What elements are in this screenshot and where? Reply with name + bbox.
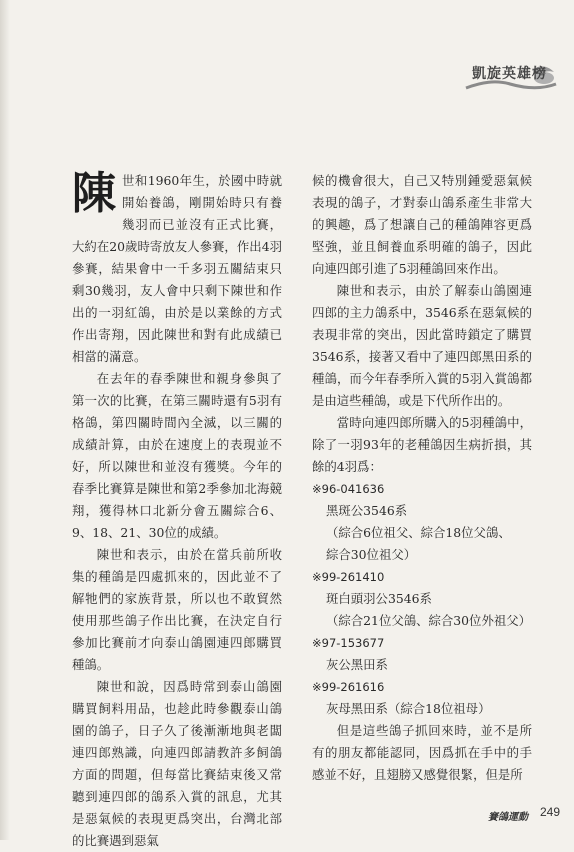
right-column (312, 170, 532, 786)
pedigree-line: 綜合30位祖父） (326, 547, 417, 562)
article-paragraph: 陳世和說，因爲時常到泰山鴿園購買飼料用品，也趁此時參觀泰山鴿園的鴿子，日子久了後漸漸地與老闆連四郎熟識，向連四郎請教許多飼鴿方面的問題，但每當比賽結束後又常聽到連四郎的鴿系入賞的訊息，尤其是惡氣候的表現更爲突出，台灣北部的比賽遇到惡氣 (72, 679, 282, 848)
ring-number: ※96-041636 (312, 482, 385, 496)
magazine-label: 賽鴿運動 (488, 812, 528, 823)
page-number: 249 (540, 805, 561, 819)
pedigree-line: 黑斑公3546系 (326, 503, 408, 518)
pedigree-entry (312, 566, 532, 632)
dropcap: 陳 (72, 168, 116, 219)
article-paragraph: 陳世和表示，由於了解泰山鴿園連四郎的主力鴿系中，3546系在惡氣候的表現非常的突出，因此當時鎖定了購買3546系，接著又看中了連四郎黑田系的種鴿，而今年春季所入賞的5羽入賞鴿都是由這些種鴿，或是下代所作出的。 (312, 283, 532, 408)
pedigree-entry (312, 632, 532, 676)
scan-edge (0, 0, 10, 840)
article-paragraph: 陳世和1960年生，於國中時就開始養鴿，剛開始時只有養幾羽而已並沒有正式比賽，大約在20歲時寄放友人參賽，作出4羽參賽，結果會中一千多羽五關結束只剩30幾羽，友人會中只剩下陳世和作出的一羽紅鴿，由於是以業餘的方式作出寄翔，因此陳世和對有此成績已相當的滿意。 (72, 168, 282, 364)
article-paragraph: 當時向連四郎所購入的5羽種鴿中，除了一羽93年的老種鴿因生病折損，其餘的4羽爲： (312, 415, 532, 474)
pedigree-line: （綜合21位父鴿、綜合30位外祖父） (326, 613, 532, 628)
ring-number: ※99-261410 (312, 570, 385, 584)
article-paragraph: 在去年的春季陳世和親身參與了第一次的比賽，在第三關時還有5羽有格鴿，第四關時間內全滅，以三關的成績計算，由於在速度上的表現並不好，所以陳世和並沒有獲獎。今年的春季比賽算是陳世和第2季參加北海競翔，獲得林口北新分會五關綜合6、9、18、21、30位的成績。 (72, 371, 282, 540)
pedigree-line: （綜合6位祖父、綜合18位父鴿、 (326, 525, 511, 540)
pedigree-line: 灰公黑田系 (326, 657, 388, 672)
article-paragraph: 但是這些鴿子抓回來時，並不是所有的朋友都能認同，因爲抓在手中的手感並不好，且翅膀又感覺很緊，但是所 (312, 723, 532, 782)
section-title: 凱旋英雄榜 (472, 66, 547, 82)
ring-number: ※97-153677 (312, 636, 385, 650)
article-paragraph: 候的機會很大，自己又特別鍾愛惡氣候表現的鴿子，才對泰山鴿系產生非常大的興趣，爲了想讓自己的種鴿陣容更爲堅強，並且飼養血系明確的鴿子，因此向連四郎引進了5羽種鴿回來作出。 (312, 173, 532, 276)
pedigree-line: 斑白頭羽公3546系 (326, 591, 432, 606)
pedigree-entry (312, 676, 532, 720)
left-column (72, 170, 282, 852)
pedigree-line: 灰母黑田系（綜合18位祖母） (326, 701, 491, 716)
pedigree-entry (312, 478, 532, 566)
article-paragraph: 陳世和表示，由於在當兵前所收集的種鴿是四處抓來的，因此並不了解牠們的家族背景，所以也不敢貿然使用那些鴿子作出比賽，在決定自行參加比賽前才向泰山鴿園連四郎購買種鴿。 (72, 547, 282, 672)
ring-number: ※99-261616 (312, 680, 385, 694)
